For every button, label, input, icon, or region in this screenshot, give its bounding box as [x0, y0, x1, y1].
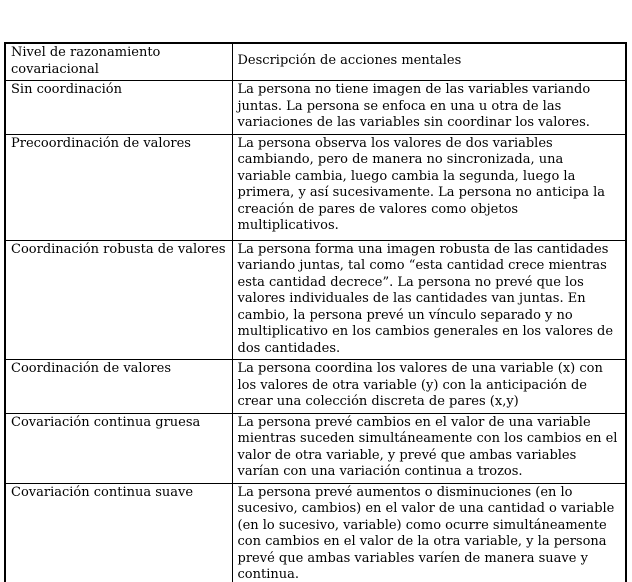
- description-cell: La persona no tiene imagen de las variables variando juntas. La persona se enfoca en una u otra de las variaciones de las variables sin coordinar los valores.: [232, 81, 626, 135]
- table-row: [5, 134, 626, 240]
- table-row: [5, 81, 626, 135]
- table-row: [5, 240, 626, 360]
- description-cell: La persona prevé aumentos o disminuciones (en lo sucesivo, cambios) en el valor de una cantidad o variable (en lo sucesivo, variable) como ocurre simultáneamente con cambios en el valor de la otra variable, y la persona prevé que ambas variables varíen de manera suave y continua.: [232, 483, 626, 582]
- description-cell: La persona coordina los valores de una variable (x) con los valores de otra variable (y) con la anticipación de crear una colección discreta de pares (x,y): [232, 360, 626, 414]
- description-cell: La persona prevé cambios en el valor de una variable mientras suceden simultáneamente con los cambios en el valor de otra variable, y prevé que ambas variables varían con una variación continua a trozos.: [232, 413, 626, 483]
- level-cell: Coordinación robusta de valores: [5, 240, 232, 360]
- column-header-level: Nivel de razonamiento covariacional: [5, 43, 232, 81]
- table-row: [5, 413, 626, 483]
- level-cell: Precoordinación de valores: [5, 134, 232, 240]
- level-cell: Sin coordinación: [5, 81, 232, 135]
- level-cell: Covariación continua gruesa: [5, 413, 232, 483]
- table-row: [5, 360, 626, 414]
- column-header-description: Descripción de acciones mentales: [232, 43, 626, 81]
- covariational-reasoning-table: [4, 42, 627, 582]
- level-cell: Coordinación de valores: [5, 360, 232, 414]
- table-row: [5, 483, 626, 582]
- table-header-row: [5, 43, 626, 81]
- description-cell: La persona forma una imagen robusta de las cantidades variando juntas, tal como “esta cantidad crece mientras esta cantidad decrece”. La persona no prevé que los valores individuales de las cantidades van juntas. En cambio, la persona prevé un vínculo separado y no multiplicativo en los cambios generales en los valores de dos cantidades.: [232, 240, 626, 360]
- description-cell: La persona observa los valores de dos variables cambiando, pero de manera no sincronizada, una variable cambia, luego cambia la segunda, luego la primera, y así sucesivamente. La persona no anticipa la creación de pares de valores como objetos multiplicativos.: [232, 134, 626, 240]
- level-cell: Covariación continua suave: [5, 483, 232, 582]
